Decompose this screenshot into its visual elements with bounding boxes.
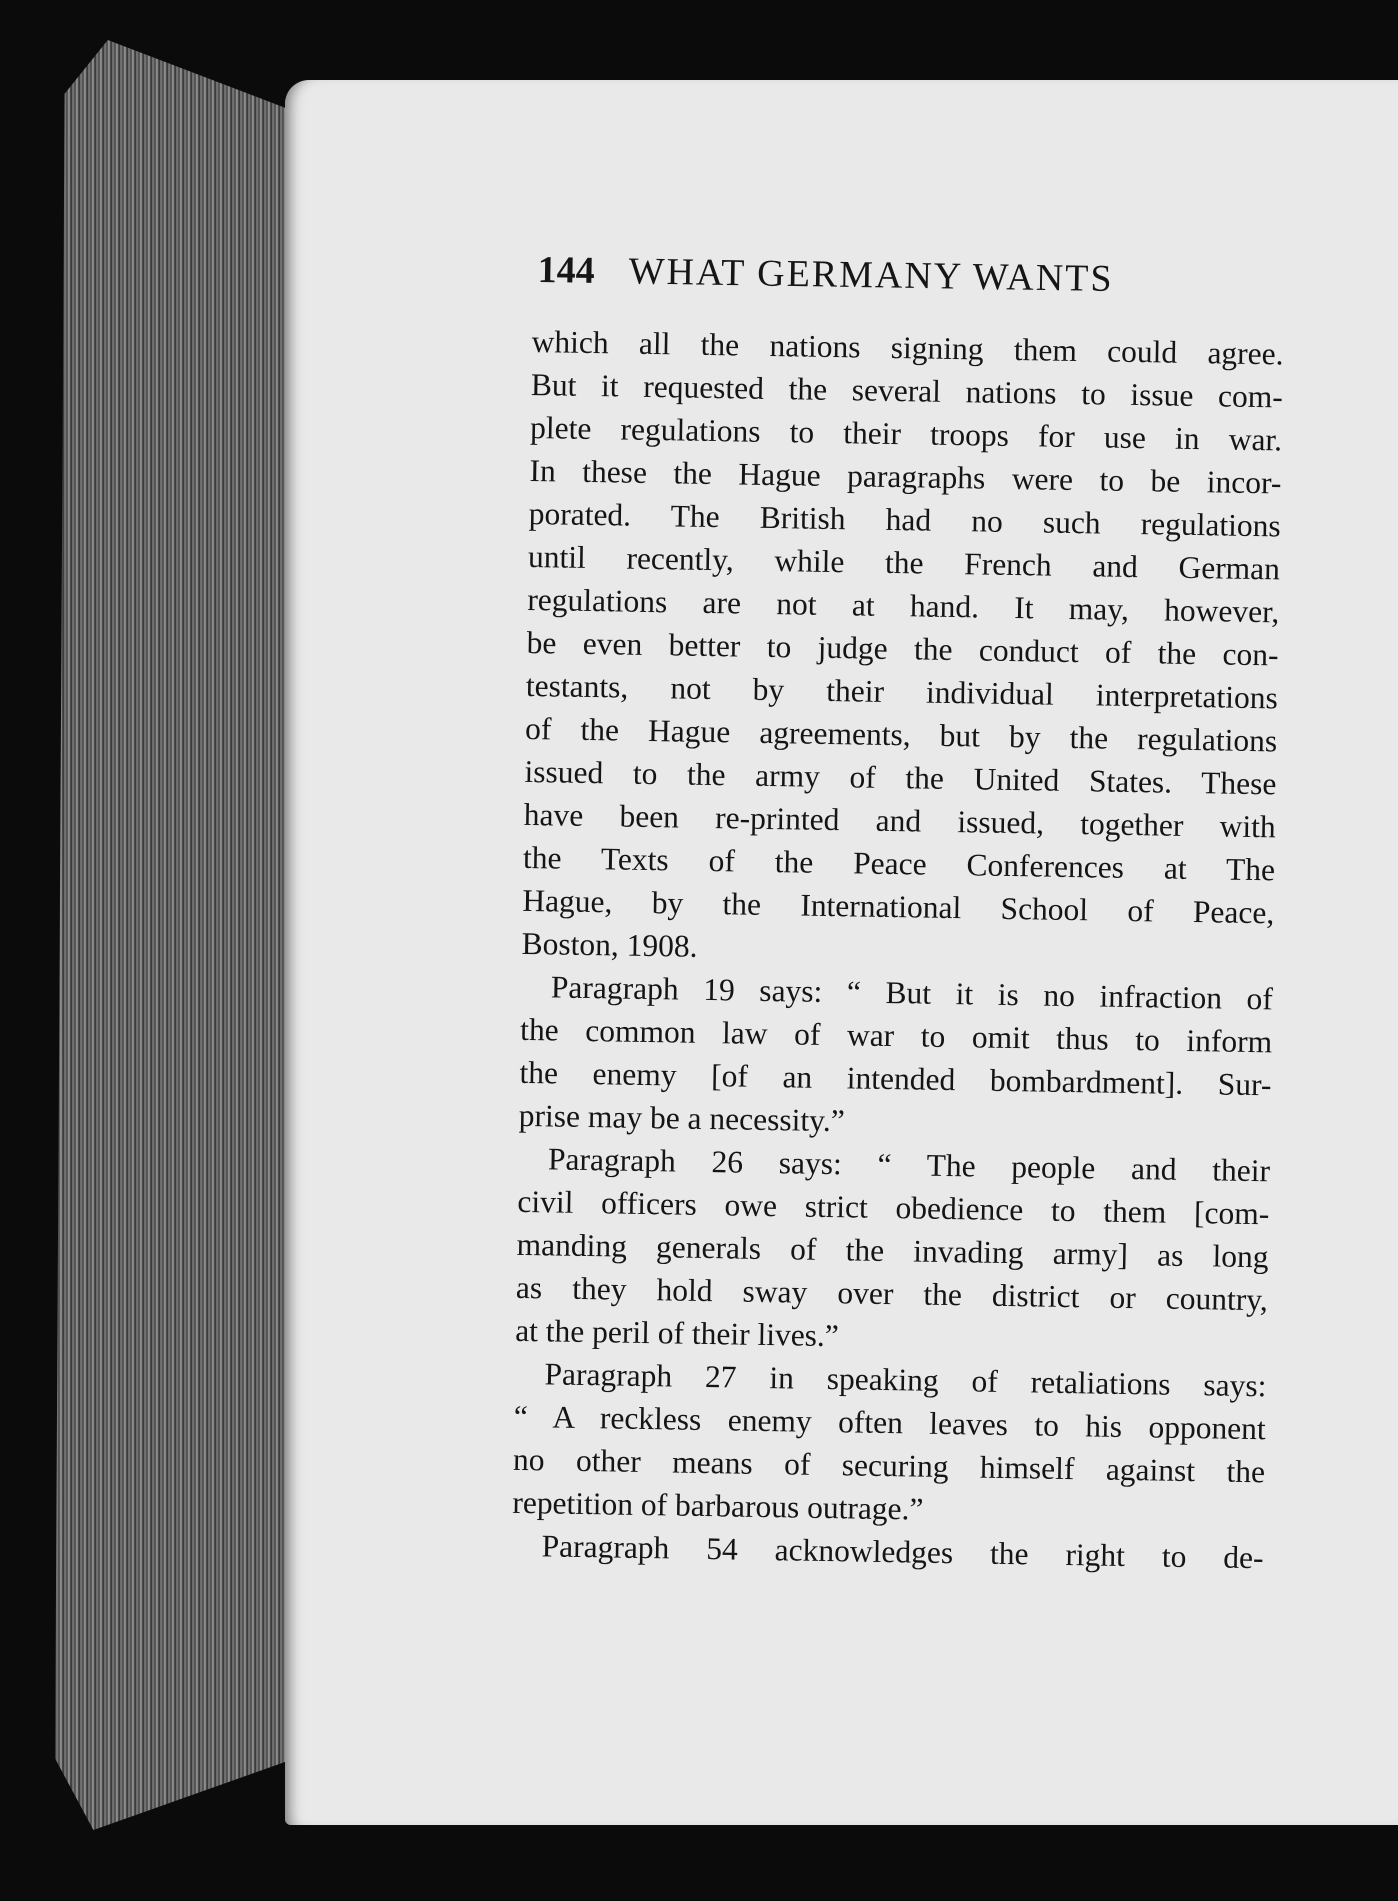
- text-line: manding generals of the invading army] as long: [516, 1226, 1269, 1275]
- text-line: at the peril of their lives.”: [514, 1312, 840, 1354]
- running-title: WHAT GERMANY WANTS: [628, 250, 1114, 301]
- text-line: Paragraph 27 in speaking of retaliations says:: [544, 1356, 1267, 1404]
- text-line: Boston, 1908.: [521, 925, 698, 964]
- text-line: But it requested the several nations to issue com-: [530, 366, 1284, 415]
- text-line: Paragraph 54 acknowledges the right to de-: [541, 1528, 1264, 1576]
- text-line: until recently, while the French and German: [527, 538, 1281, 587]
- text-line: “ A reckless enemy often leaves to his opponent: [513, 1398, 1267, 1447]
- text-line: regulations are not at hand. It may, however,: [527, 581, 1280, 630]
- book-page-edges: [55, 40, 295, 1830]
- body-text: [511, 320, 1284, 1579]
- text-line: the Texts of the Peace Conferences at The: [522, 839, 1276, 888]
- text-line: have been re-printed and issued, together with: [523, 796, 1276, 845]
- text-line: which all the nations signing them could agree.: [531, 323, 1284, 372]
- text-line: Paragraph 19 says: “ But it is no infraction of: [550, 969, 1274, 1017]
- text-line: Paragraph 26 says: “ The people and their: [547, 1141, 1271, 1189]
- text-line: porated. The British had no such regulations: [528, 495, 1281, 544]
- text-line: issued to the army of the United States. These: [524, 753, 1277, 802]
- text-line: testants, not by their individual interpretations: [525, 667, 1279, 716]
- text-line: as they hold sway over the district or country,: [515, 1269, 1269, 1318]
- text-line: the enemy [of an intended bombardment]. Sur-: [519, 1054, 1272, 1103]
- text-line: repetition of barbarous outrage.”: [512, 1484, 924, 1527]
- text-line: of the Hague agreements, but by the regulations: [524, 710, 1278, 759]
- text-line: prise may be a necessity.”: [518, 1097, 846, 1139]
- text-line: plete regulations to their troops for use in war.: [529, 409, 1283, 458]
- text-line: Hague, by the International School of Peace,: [522, 882, 1275, 931]
- text-line: civil officers owe strict obedience to them [com-: [517, 1183, 1270, 1232]
- text-line: no other means of securing himself against the: [512, 1441, 1266, 1490]
- page-number: 144: [537, 248, 595, 292]
- text-line: the common law of war to omit thus to inform: [519, 1011, 1273, 1060]
- text-line: be even better to judge the conduct of the con-: [526, 624, 1279, 673]
- text-line: In these the Hague paragraphs were to be incor-: [529, 452, 1282, 501]
